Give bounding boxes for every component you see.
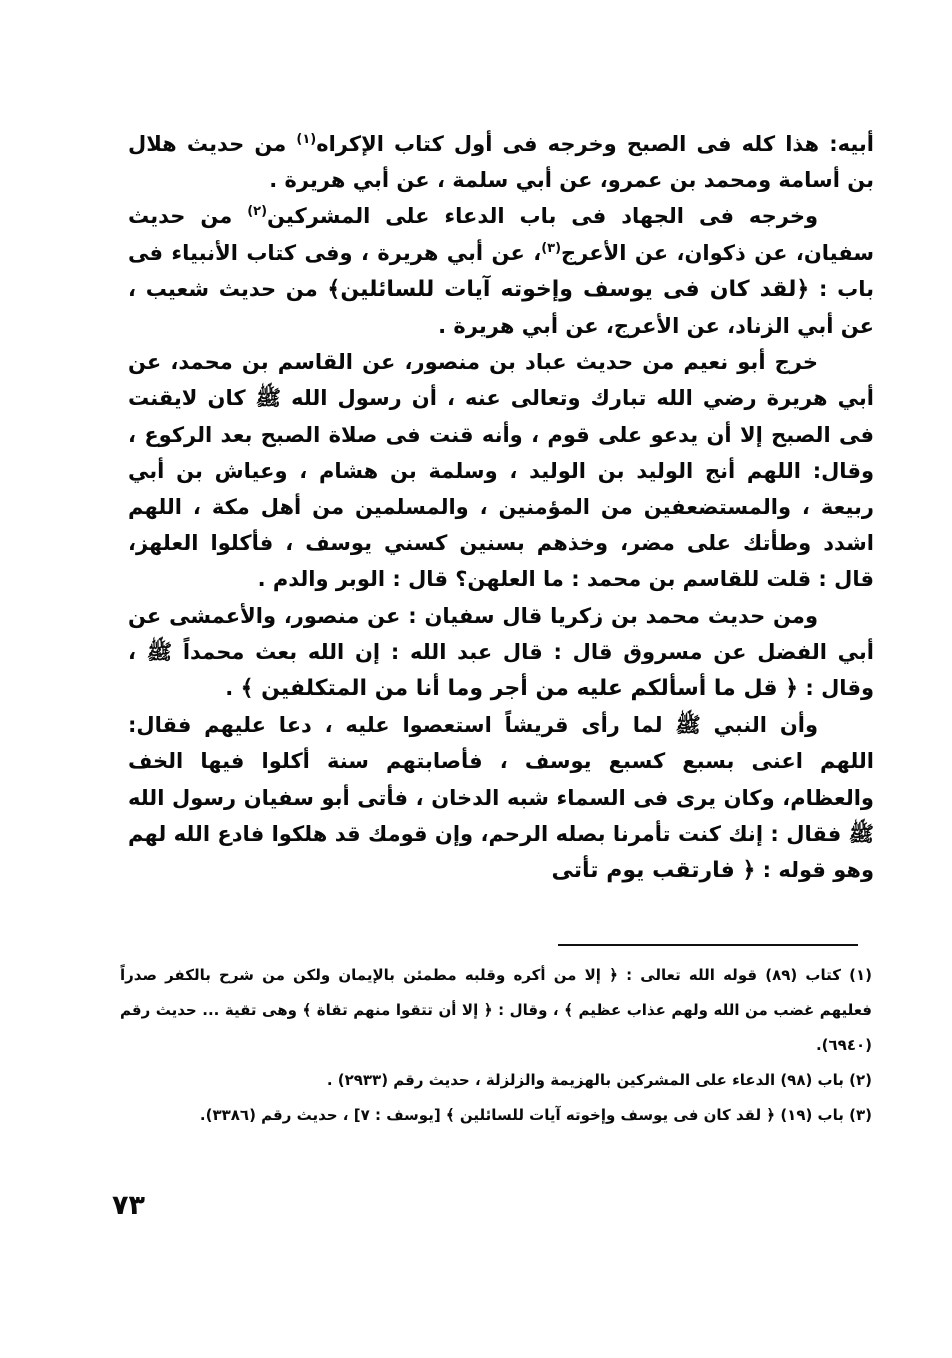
quran-verse-sad: ﴿ قل ما أسألكم عليه من أجر وما أنا من المتكلفين ﴾ <box>240 676 799 702</box>
footnote-ref-2: (٢) <box>247 204 268 220</box>
paragraph-2-text-d: من حديث شعيب ، عن أبي الزناد، عن الأعرج، عن أبي هريرة . <box>128 276 874 339</box>
paragraph-1-text-b: من حديث هلال بن أسامة ومحمد بن عمرو، عن أبي سلمة ، عن أبي هريرة . <box>128 132 874 193</box>
quran-verse-dukhan: ﴿ فارتقب يوم تأتى <box>551 858 756 884</box>
footnote-separator <box>558 944 858 946</box>
paragraph-1 <box>128 126 874 198</box>
paragraph-3: خرج أبو نعيم من حديث عباد بن منصور، عن القاسم بن محمد، عن أبي هريرة رضي الله تبارك وتعالى عنه ، أن رسول الله ﷺ كان لايقنت فى الصبح إلا أن يدعو على قوم ، وأنه قنت فى صلاة الصبح بعد الركوع ، وقال: اللهم أنج الوليد بن الوليد ، وسلمة بن هشام ، وعياش بن أبي ربيعة ، والمستضعفين من المؤمنين ، والمسلمين من أهل مكة ، اللهم اشدد وطأتك على مضر، وخذهم بسنين كسني يوسف ، فأكلوا العلهز، قال : قلت للقاسم بن محمد : ما العلهن؟ قال : الوبر والدم . <box>128 350 874 592</box>
quran-verse-yusuf: ﴿لقد كان فى يوسف وإخوته آيات للسائلين﴾ <box>327 276 810 302</box>
paragraph-4-text-a: ومن حديث محمد بن زكريا قال سفيان : عن منصور، والأعمشى عن أبي الفضل عن مسروق قال : قال عبد الله : إن الله بعث محمداً ﷺ ، وقال : <box>128 603 874 701</box>
footnote-1: (١) كتاب (٨٩) قوله الله تعالى : ﴿ إلا من أكره وقلبه مطمئن بالإيمان ولكن من شرح بالكفر صدراً فعليهم غضب من الله ولهم عذاب عظيم ﴾ ، وقال : ﴿ إلا أن تتقوا منهم تقاة ﴾ وهى تقية ... حديث رقم (٦٩٤٠). <box>120 966 872 1054</box>
main-text <box>128 126 874 889</box>
paragraph-2-text-c: ، عن أبي هريرة ، وفى كتاب الأنبياء فى باب : <box>128 240 874 301</box>
paragraph-4-text-b: . <box>225 676 241 701</box>
page-number: ٧٣ <box>112 1190 145 1221</box>
paragraph-2-text-a: وخرجه فى الجهاد فى باب الدعاء على المشركين <box>267 204 819 229</box>
paragraph-5-text-a: وأن النبي ﷺ لما رأى قريشاً استعصوا عليه ، دعا عليهم فقال: اللهم اعنى بسبع كسبع يوسف ، فأصابتهم سنة أكلوا فيها الخف والعظام، وكان يرى فى السماء شبه الدخان ، فأتى أبو سفيان رسول الله ﷺ فقال : إنك كنت تأمرنا بصله الرحم، وإن قومك قد هلكوا فادع الله لهم وهو قوله : <box>128 713 874 883</box>
footnote-3: (٣) باب (١٩) ﴿ لقد كان فى يوسف وإخوته آيات للسائلين ﴾ [يوسف : ٧] ، حديث رقم (٣٣٨٦). <box>199 1106 872 1124</box>
paragraph-2-text-b: من حديث سفيان، عن ذكوان، عن الأعرج <box>128 204 874 265</box>
paragraph-5 <box>128 707 874 889</box>
footnote-2: (٢) باب (٩٨) الدعاء على المشركين بالهزيمة والزلزلة ، حديث رقم (٢٩٣٣) . <box>326 1071 872 1089</box>
paragraph-2 <box>128 198 874 344</box>
footnote-ref-1: (١) <box>296 132 317 147</box>
paragraph-4 <box>128 598 874 708</box>
footnote-ref-3: (٣) <box>541 240 562 256</box>
paragraph-1-text-a: أبيه: هذا كله فى الصبح وخرجه فى أول كتاب الإكراه <box>316 132 874 156</box>
footnotes <box>120 958 872 1133</box>
